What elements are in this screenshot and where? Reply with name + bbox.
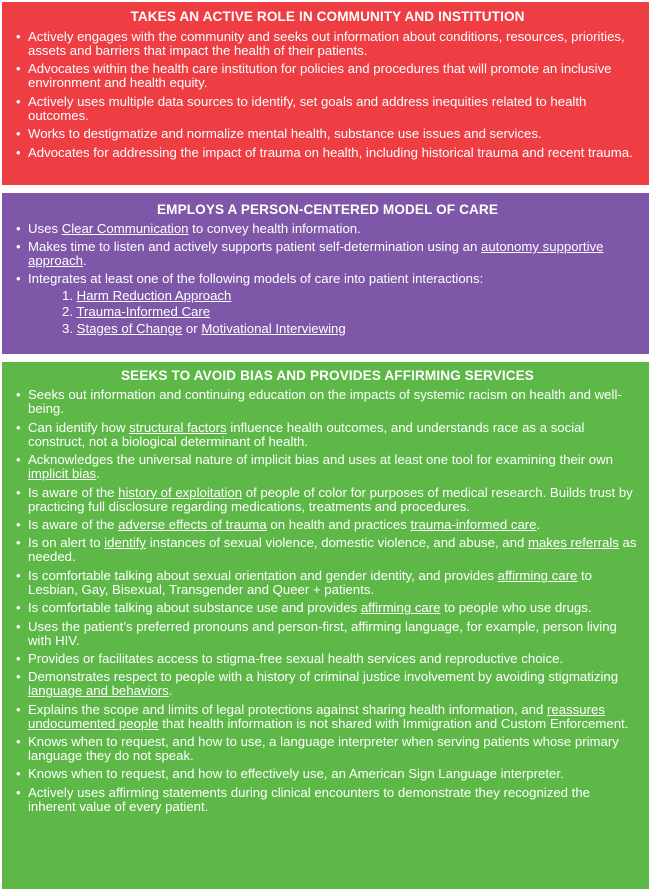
community-institution-section (2, 2, 649, 185)
list-item: • Uses the patient’s preferred pronouns and person-first, affirming language, for example, person living with HIV. (16, 620, 639, 648)
list-item: • Acknowledges the universal nature of implicit bias and uses at least one tool for examining their own implicit bias. (16, 453, 639, 481)
list-item: • Works to destigmatize and normalize mental health, substance use issues and services. (16, 127, 639, 141)
motivational-interviewing-link[interactable]: Motivational Interviewing (201, 320, 346, 336)
list-item: • Makes time to listen and actively supports patient self-determination using an autonomy supportive approach. (16, 240, 639, 268)
section-title: SEEKS TO AVOID BIAS AND PROVIDES AFFIRMING SERVICES (121, 368, 534, 383)
model-item: 3. Stages of Change or Motivational Interviewing (62, 320, 346, 336)
bullet-list (16, 222, 639, 336)
person-centered-care-section (2, 193, 649, 354)
list-item: • Actively uses affirming statements during clinical encounters to demonstrate they recognized the inherent value of every patient. (16, 786, 639, 814)
language-behaviors-link[interactable]: language and behaviors (28, 683, 169, 699)
affirming-care-link[interactable]: affirming care (360, 600, 441, 616)
list-item: • Is aware of the history of exploitation of people of color for purposes of medical research. Builds trust by practicing full disclosure regarding medications, treatments and procedures. (16, 486, 639, 514)
list-item: • Can identify how structural factors influence health outcomes, and understands race as a social construct, not a biological determinant of health. (16, 421, 639, 449)
list-item: • Is comfortable talking about substance use and provides affirming care to people who use drugs. (16, 601, 639, 615)
list-item: • Explains the scope and limits of legal protections against sharing health information, and reassures undocumented people that health information is not shared with Immigration and Custom Enforcement. (16, 703, 639, 731)
list-item: • Integrates at least one of the following models of care into patient interactions: 1. Harm Reduction Approach 2. Trauma-Informed Care 3. Stages of Change or Motivational Interviewing (16, 272, 639, 336)
bullet-list (16, 30, 639, 160)
model-item: 2. Trauma-Informed Care (62, 304, 211, 319)
structural-factors-link[interactable]: structural factors (129, 419, 227, 435)
bullet-list (16, 388, 639, 813)
list-item: • Knows when to request, and how to effectively use, an American Sign Language interpreter. (16, 767, 639, 781)
implicit-bias-link[interactable]: implicit bias (28, 466, 97, 482)
section-title: TAKES AN ACTIVE ROLE IN COMMUNITY AND INSTITUTION (130, 9, 525, 24)
list-item: • Provides or facilitates access to stigma-free sexual health services and reproductive choice. (16, 652, 639, 666)
models-list (28, 289, 639, 336)
stages-of-change-link[interactable]: Stages of Change (76, 320, 183, 336)
list-item: • Is aware of the adverse effects of trauma on health and practices trauma-informed care. (16, 518, 639, 532)
identify-link[interactable]: identify (104, 535, 147, 551)
list-item: • Knows when to request, and how to use, a language interpreter when serving patients whose primary language they do not speak. (16, 735, 639, 763)
makes-referrals-link[interactable]: makes referrals (527, 535, 619, 551)
avoid-bias-section (2, 362, 649, 889)
affirming-care-link[interactable]: affirming care (497, 567, 578, 583)
reassures-undocumented-link[interactable]: reassures undocumented people (28, 701, 605, 731)
list-item: • Demonstrates respect to people with a history of criminal justice involvement by avoiding stigmatizing language and behaviors. (16, 670, 639, 698)
section-title: EMPLOYS A PERSON-CENTERED MODEL OF CARE (156, 202, 498, 217)
list-item: • Advocates for addressing the impact of trauma on health, including historical trauma and recent trauma. (16, 146, 639, 160)
list-item: • Actively uses multiple data sources to identify, set goals and address inequities related to health outcomes. (16, 95, 639, 123)
list-item: • Seeks out information and continuing education on the impacts of systemic racism on health and well-being. (16, 388, 639, 416)
autonomy-supportive-link[interactable]: autonomy supportive approach (28, 239, 604, 268)
list-item: • Uses Clear Communication to convey health information. (16, 222, 639, 236)
trauma-informed-care-link[interactable]: trauma-informed care (410, 516, 537, 532)
model-item: 1. Harm Reduction Approach (62, 287, 232, 303)
list-item: • Is comfortable talking about sexual orientation and gender identity, and provides affirming care to Lesbian, Gay, Bisexual, Transgender and Queer + patients. (16, 569, 639, 597)
list-item: • Is on alert to identify instances of sexual violence, domestic violence, and abuse, and makes referrals as needed. (16, 536, 639, 564)
trauma-informed-link[interactable]: Trauma-Informed Care (76, 304, 211, 319)
adverse-effects-trauma-link[interactable]: adverse effects of trauma (118, 516, 267, 532)
harm-reduction-link[interactable]: Harm Reduction Approach (76, 287, 232, 303)
history-of-exploitation-link[interactable]: history of exploitation (118, 484, 243, 500)
list-item: • Advocates within the health care institution for policies and procedures that will promote an inclusive environment and health equity. (16, 62, 639, 90)
list-item: • Actively engages with the community and seeks out information about conditions, resources, priorities, assets and barriers that impact the health of their patients. (16, 30, 639, 58)
clear-communication-link[interactable]: Clear Communication (61, 221, 189, 236)
